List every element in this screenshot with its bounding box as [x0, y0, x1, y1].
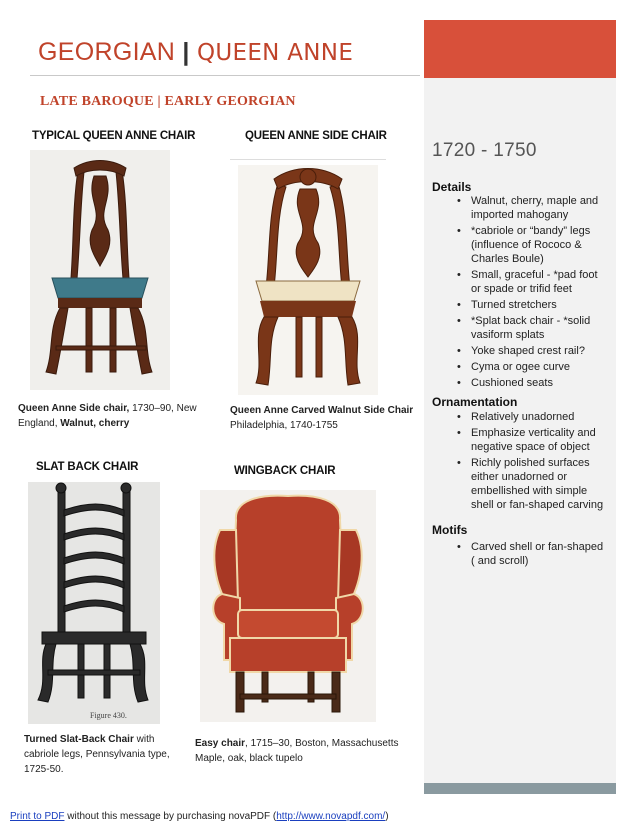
list-item: • Carved shell or fan-shaped ( and scroll) [457, 540, 607, 568]
list-item: • Small, graceful - *pad foot or spade or trifid feet [457, 268, 607, 296]
list-item: • Richly polished surfaces either unadorned or embellished with simple shell or fan-shaped carving [457, 456, 607, 512]
list-item: • Emphasize verticality and negative space of object [457, 426, 607, 454]
typical-chair-image [30, 150, 170, 390]
title-separator: | [182, 38, 190, 66]
chair-icon [238, 165, 378, 395]
side-chair-rule [230, 159, 386, 160]
motifs-list [457, 540, 607, 570]
list-item: • *cabriole or “bandy” legs (influence of Rococo & Charles Boule) [457, 224, 607, 266]
chair-icon [200, 490, 376, 722]
wingback-chair-caption: Easy chair, 1715–30, Boston, Massachusetts Maple, oak, black tupelo [195, 738, 399, 764]
side-chair-image [238, 165, 378, 395]
title-secondary: QUEEN ANNE [196, 40, 354, 66]
chair-icon [28, 482, 160, 724]
details-heading: Details [432, 180, 472, 194]
list-item: • Walnut, cherry, maple and imported mahogany [457, 194, 607, 222]
ornamentation-heading: Ornamentation [432, 395, 518, 409]
wingback-chair-image [200, 490, 376, 722]
sidebar-bottom-bar [424, 783, 616, 794]
list-item: • Cyma or ogee curve [457, 360, 607, 374]
accent-block [424, 20, 616, 78]
chair-icon [30, 150, 170, 390]
footer-note: Print to PDF without this message by purchasing novaPDF (http://www.novapdf.com/) [10, 811, 389, 822]
ornamentation-list [457, 410, 607, 514]
motifs-heading: Motifs [432, 523, 468, 537]
side-chair-caption: Queen Anne Carved Walnut Side Chair Philadelphia, 1740-1755 [230, 405, 414, 431]
slat-chair-heading: SLAT BACK CHAIR [36, 461, 139, 473]
date-range: 1720 - 1750 [432, 140, 537, 161]
figure-label: Figure 430. [90, 711, 127, 720]
side-chair-heading: QUEEN ANNE SIDE CHAIR [245, 130, 387, 142]
page-title [38, 38, 353, 67]
slat-chair-caption: Turned Slat-Back Chair with cabriole legs, Pennsylvania type, 1725-50. [24, 734, 170, 775]
title-divider [30, 75, 420, 76]
typical-chair-caption: Queen Anne Side chair, 1730–90, New England, Walnut, cherry [18, 403, 197, 429]
typical-chair-heading: TYPICAL QUEEN ANNE CHAIR [32, 130, 196, 142]
novapdf-link[interactable]: http://www.novapdf.com/ [276, 811, 386, 822]
title-primary: GEORGIAN [38, 38, 176, 66]
list-item: • *Splat back chair - *solid vasiform splats [457, 314, 607, 342]
details-list [457, 194, 607, 392]
list-item: • Relatively unadorned [457, 410, 607, 424]
print-to-pdf-link[interactable]: Print to PDF [10, 811, 65, 822]
list-item: • Yoke shaped crest rail? [457, 344, 607, 358]
list-item: • Cushioned seats [457, 376, 607, 390]
wingback-chair-heading: WINGBACK CHAIR [234, 465, 336, 477]
page-subtitle: LATE BAROQUE | EARLY GEORGIAN [40, 94, 296, 109]
list-item: • Turned stretchers [457, 298, 607, 312]
slat-chair-image [28, 482, 160, 724]
